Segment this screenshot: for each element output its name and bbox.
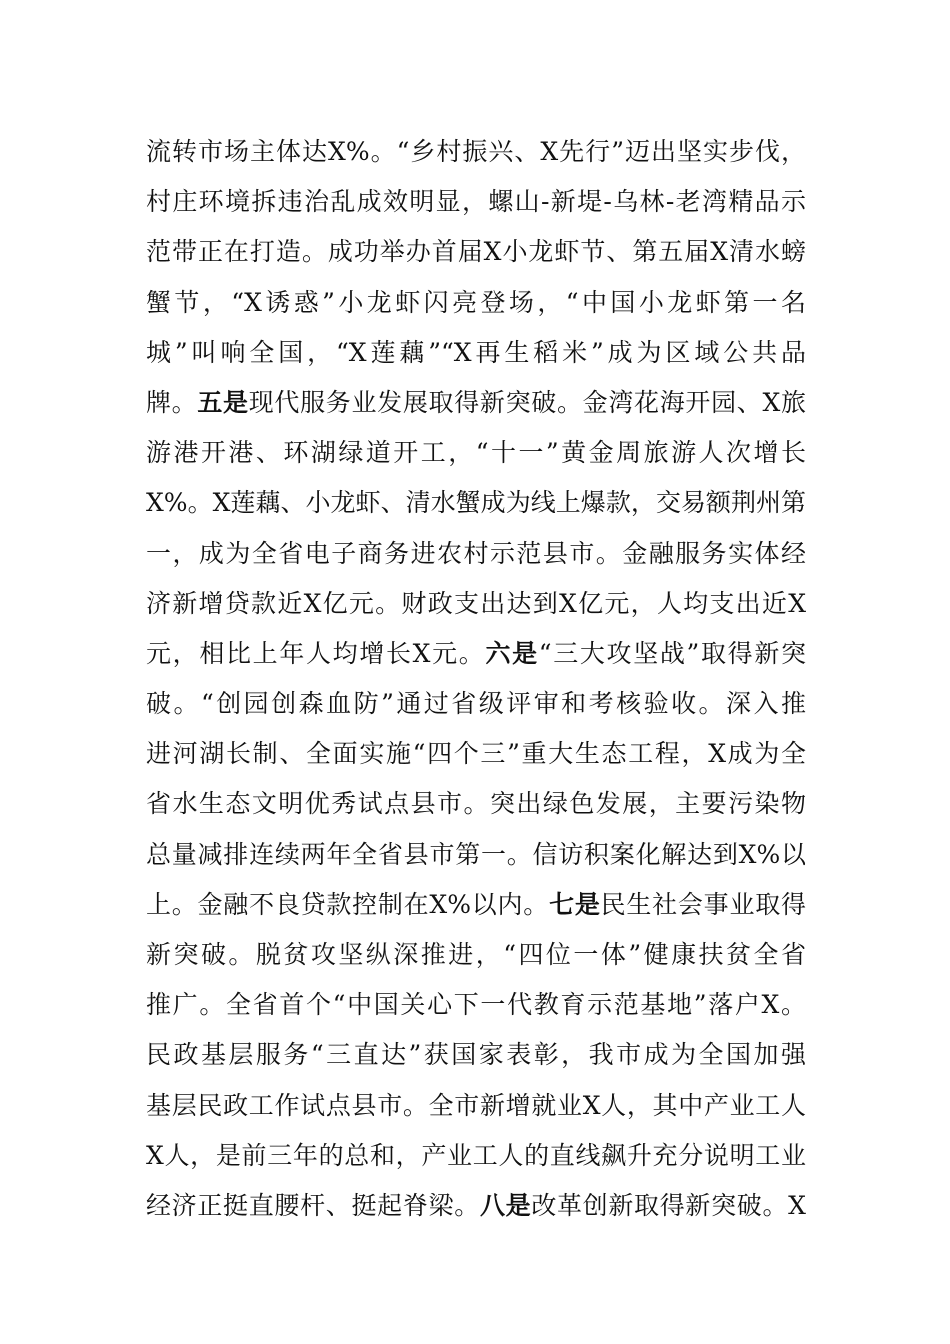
text-line: 一，成为全省电子商务进农村示范县市。金融服务实体经 [146, 538, 806, 568]
text-line: 元，相比上年人均增长X元。六是“三大攻坚战”取得新突 [146, 638, 806, 668]
text-line: 流转市场主体达X%。“乡村振兴、X先行”迈出坚实步伐， [146, 137, 806, 166]
text-line: X%。X莲藕、小龙虾、清水蟹成为线上爆款，交易额荆州第 [146, 488, 806, 518]
text-line: 省水生态文明优秀试点县市。突出绿色发展，主要污染物 [146, 789, 806, 819]
text-line: 牌。五是现代服务业发展取得新突破。金湾花海开园、X旅 [146, 387, 806, 417]
text-line: 推广。全省首个“中国关心下一代教育示范基地”落户X。 [146, 990, 806, 1020]
text-line: 基层民政工作试点县市。全市新增就业X人，其中产业工人 [146, 1090, 806, 1120]
text-line: 范带正在打造。成功举办首届X小龙虾节、第五届X清水螃 [146, 237, 806, 267]
text-line: 蟹节，“X诱惑”小龙虾闪亮登场，“中国小龙虾第一名 [146, 287, 806, 317]
body-text [146, 127, 806, 1231]
text-line: 新突破。脱贫攻坚纵深推进，“四位一体”健康扶贫全省 [146, 940, 806, 969]
text-line: 村庄环境拆违治乱成效明显，螺山-新堤-乌林-老湾精品示 [146, 187, 806, 217]
text-line: X人，是前三年的总和，产业工人的直线飙升充分说明工业 [146, 1140, 806, 1170]
text-line: 济新增贷款近X亿元。财政支出达到X亿元，人均支出近X [146, 588, 806, 618]
text-line: 总量减排连续两年全省县市第一。信访积案化解达到X%以 [146, 839, 806, 869]
section-marker: 五是 [197, 387, 249, 417]
section-marker: 六是 [485, 638, 539, 668]
text-line: 民政基层服务“三直达”获国家表彰，我市成为全国加强 [146, 1040, 806, 1070]
section-marker: 七是 [549, 889, 601, 919]
text-line: 上。金融不良贷款控制在X%以内。七是民生社会事业取得 [146, 889, 806, 919]
text-line: 破。“创园创森血防”通过省级评审和考核验收。深入推 [146, 689, 806, 719]
text-line: 进河湖长制、全面实施“四个三”重大生态工程，X成为全 [146, 739, 806, 769]
section-marker: 八是 [479, 1190, 532, 1220]
text-line: 经济正挺直腰杆、挺起脊梁。八是改革创新取得新突破。X [146, 1190, 806, 1220]
text-line: 城”叫响全国，“X莲藕”“X再生稻米”成为区域公共品 [146, 337, 806, 367]
text-line: 游港开港、环湖绿道开工，“十一”黄金周旅游人次增长 [146, 438, 806, 468]
